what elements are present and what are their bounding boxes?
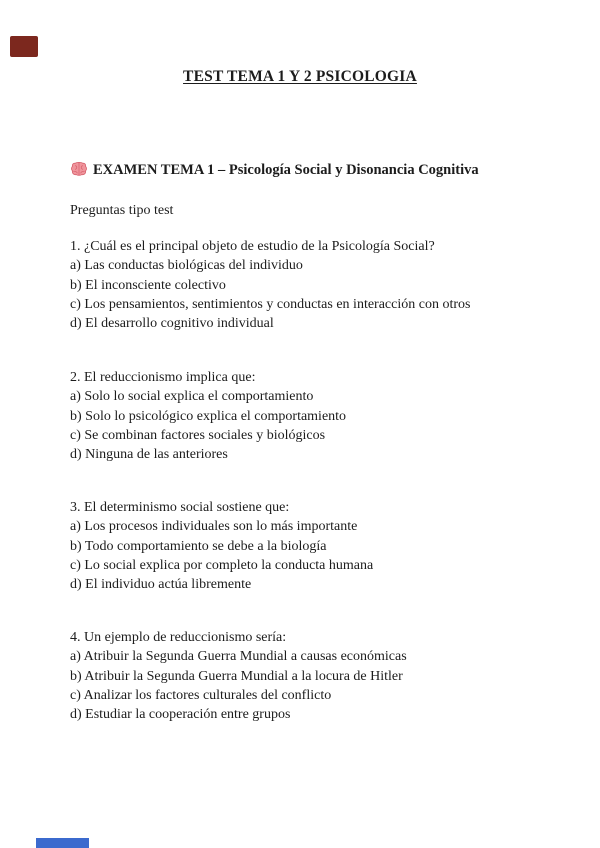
question-block-1 [70,237,540,333]
question-text: 3. El determinismo social sostiene que: [70,500,290,515]
question-block-4 [70,628,540,724]
subtitle: Preguntas tipo test [70,203,174,218]
question-option: c) Lo social explica por completo la conducta humana [70,557,374,573]
question-option: a) Atribuir la Segunda Guerra Mundial a causas económicas [70,649,407,665]
question-text: 4. Un ejemplo de reduccionismo sería: [70,630,287,645]
top-left-color-block [10,36,38,57]
question-option: b) Todo comportamiento se debe a la biología [70,538,327,554]
bottom-blue-bar [36,838,89,848]
question-option: c) Se combinan factores sociales y biológicos [70,427,326,443]
question-option: d) El desarrollo cognitivo individual [70,316,274,332]
page-title: TEST TEMA 1 Y 2 PSICOLOGIA [183,68,417,85]
question-text: 2. El reduccionismo implica que: [70,370,256,385]
brain-icon [70,161,88,177]
question-option: c) Analizar los factores culturales del conflicto [70,687,332,703]
question-option: d) Ninguna de las anteriores [70,447,228,463]
question-option: d) El individuo actúa libremente [70,577,252,593]
question-text: 1. ¿Cuál es el principal objeto de estudio de la Psicología Social? [70,239,435,254]
question-option: c) Los pensamientos, sentimientos y conductas en interacción con otros [70,296,471,312]
question-option: b) Solo lo psicológico explica el comportamiento [70,408,347,424]
question-option: b) Atribuir la Segunda Guerra Mundial a la locura de Hitler [70,668,403,684]
question-option: a) Los procesos individuales son lo más importante [70,519,358,535]
question-block-2 [70,368,540,464]
section-heading-text: EXAMEN TEMA 1 – Psicología Social y Disonancia Cognitiva [93,162,479,178]
section-heading [70,161,560,180]
question-option: b) El inconsciente colectivo [70,277,226,293]
question-option: a) Las conductas biológicas del individuo [70,258,303,274]
question-block-3 [70,498,540,594]
question-option: a) Solo lo social explica el comportamiento [70,389,314,405]
question-option: d) Estudiar la cooperación entre grupos [70,707,291,723]
